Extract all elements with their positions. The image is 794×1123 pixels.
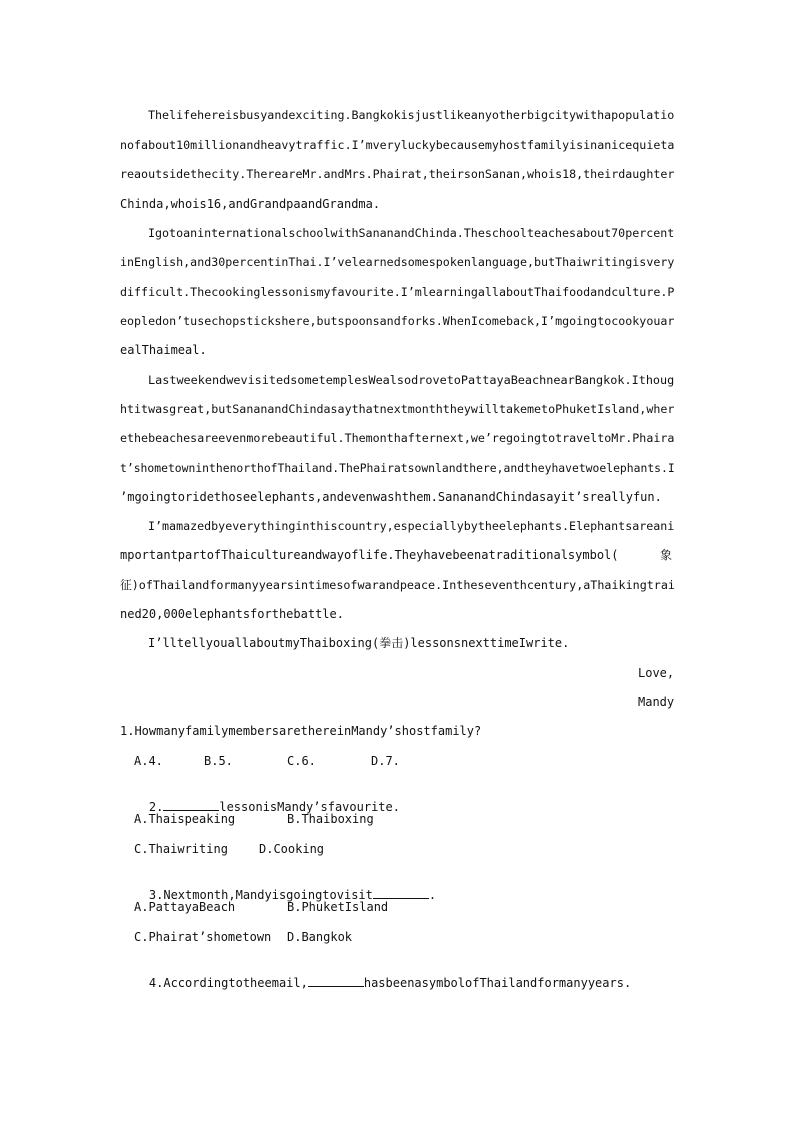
passage-line: LastweekendwevisitedsometemplesWealsodrovetoPattayaBeachnearBangkok.Ithoug [148,373,675,387]
passage-line: ned20,000elephantsforthebattle. [120,607,344,621]
question-text: lessonisMandy’sfavourite. [219,800,400,814]
passage-line: difficult.Thecookinglessonismyfavourite.I’mlearningallaboutThaifoodandculture.P [120,285,675,299]
answer-option[interactable]: D.7. [371,754,400,768]
question-text: 3.Nextmonth,Mandyisgoingtovisit [148,888,373,902]
answer-blank[interactable] [373,886,429,899]
letter-signature: Mandy [638,695,675,709]
passage-line: I’mamazedbyeverythinginthiscountry,especiallybytheelephants.Elephantsareani [148,519,675,533]
passage-line: nofabout10millionandheavytraffic.I’mveryluckybecausemyhostfamilyisinanicequieta [120,138,675,152]
question-stem [120,870,437,902]
answer-option[interactable]: B.5. [204,754,233,768]
passage-line: ethebeachesareevenmorebeautiful.Themonthafternext,we’regoingtotraveltoMr.Phaira [120,431,675,445]
passage-line: ’mgoingtoridethoseelephants,andevenwashthem.SananandChindasayit’sreallyfun. [120,490,662,504]
passage-line: inEnglish,and30percentinThai.I’velearnedsomespokenlanguage,butThaiwritingisvery [120,255,675,269]
question-stem: 1.HowmanyfamilymembersarethereinMandy’shostfamily? [120,724,482,738]
answer-option[interactable]: C.Thaiwriting [134,842,228,856]
answer-option[interactable]: C.Phairat’shometown [134,930,272,944]
question-text: 4.Accordingtotheemail, [148,976,308,990]
passage-line: Chinda,whois16,andGrandpaandGrandma. [120,197,381,211]
answer-option[interactable]: A.4. [134,754,163,768]
answer-option[interactable]: C.6. [287,754,316,768]
passage-line: eopledon’tusechopstickshere,butspoonsandforks.WhenIcomeback,I’mgoingtocookyouar [120,314,675,328]
question-text: hasbeenasymbolofThailandformanyyears. [363,976,632,990]
answer-blank[interactable] [163,798,219,811]
passage-line: reaoutsidethecity.ThereareMr.andMrs.Phairat,theirsonSanan,whois18,theirdaughter [120,167,675,181]
answer-option[interactable]: D.Bangkok [287,930,353,944]
passage-line: 征)ofThailandformanyyearsintimesofwarandpeace.Intheseventhcentury,aThaikingtrai [120,578,675,592]
passage-line: IgotoaninternationalschoolwithSananandChinda.Theschoolteachesabout70percent [148,226,675,240]
passage-line: mportantpartofThaicultureandwayoflife.Theyhavebeenatraditionalsymbol( [120,548,619,562]
answer-blank[interactable] [308,974,364,987]
passage-line-char: 象 [660,548,673,562]
answer-option[interactable]: A.Thaispeaking [134,812,236,826]
passage-line: Thelifehereisbusyandexciting.Bangkokisjustlikeanyotherbigcitywithapopulatio [148,108,675,122]
question-number: 2. [148,800,164,814]
passage-line: htitwasgreat,butSananandChindasaythatnextmonththeywilltakemetoPhuketIsland,wher [120,402,675,416]
passage-line: I’lltellyouallaboutmyThaiboxing(拳击)lessonsnexttimeIwrite. [148,636,570,650]
passage-line: ealThaimeal. [120,343,207,357]
question-text: . [428,888,437,902]
passage-line: t’shometowninthenorthofThailand.ThePhairatsownlandthere,andtheyhavetwoelephants.I [120,461,675,475]
answer-option[interactable]: D.Cooking [259,842,325,856]
letter-signoff: Love, [638,666,675,680]
answer-option[interactable]: A.PattayaBeach [134,900,236,914]
answer-option[interactable]: B.Thaiboxing [287,812,374,826]
question-stem [120,958,632,990]
answer-option[interactable]: B.PhuketIsland [287,900,389,914]
question-stem [120,782,400,814]
